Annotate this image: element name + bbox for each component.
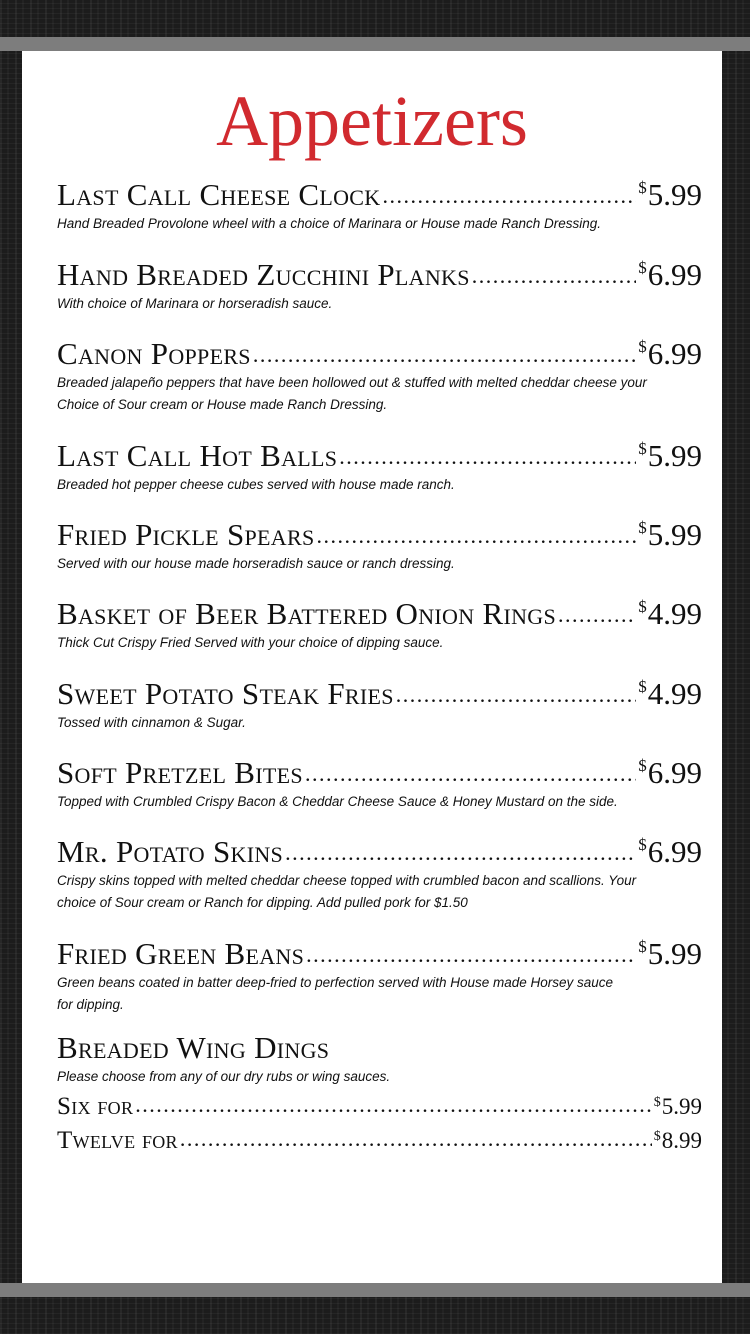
item-description: Served with our house made horseradish sauce or ranch dressing. <box>57 556 455 571</box>
item-description: Thick Cut Crispy Fried Served with your choice of dipping sauce. <box>57 635 444 650</box>
dot-leader <box>135 1092 651 1118</box>
item-description: Breaded jalapeño peppers that have been hollowed out & stuffed with melted cheddar cheese your Choice of Sour cream or House made Ranch Dressing. <box>57 375 647 412</box>
item-name: Last Call Cheese Clock <box>57 177 381 212</box>
item-description: Please choose from any of our dry rubs or wing sauces. <box>57 1069 391 1084</box>
item-name: Sweet Potato Steak Fries <box>57 676 394 711</box>
menu-card <box>22 51 722 1283</box>
menu-item <box>57 171 702 235</box>
item-name: Fried Pickle Spears <box>57 517 315 552</box>
menu-item <box>57 749 702 813</box>
item-price: $4.99 <box>638 596 702 631</box>
dot-leader <box>382 183 636 209</box>
item-description: Tossed with cinnamon & Sugar. <box>57 715 246 730</box>
item-price: $6.99 <box>638 755 702 790</box>
wing-option-six <box>57 1088 702 1122</box>
option-label: Twelve for <box>57 1127 178 1154</box>
item-name: Last Call Hot Balls <box>57 438 338 473</box>
menu-item <box>57 590 702 654</box>
item-name: Fried Green Beans <box>57 936 305 971</box>
top-frame-bar <box>0 37 750 51</box>
item-price: $6.99 <box>638 257 702 292</box>
menu-item-wing-dings <box>57 1031 702 1156</box>
item-price: $4.99 <box>638 676 702 711</box>
dot-leader <box>339 444 636 470</box>
dot-leader <box>472 263 636 289</box>
menu-item <box>57 251 702 315</box>
dot-leader <box>306 942 636 968</box>
item-name: Mr. Potato Skins <box>57 834 284 869</box>
item-name: Canon Poppers <box>57 336 251 371</box>
page-title: Appetizers <box>216 81 528 161</box>
option-label: Six for <box>57 1093 134 1120</box>
menu-item <box>57 930 702 1016</box>
item-price: $6.99 <box>638 834 702 869</box>
item-price: $5.99 <box>638 936 702 971</box>
dot-leader <box>253 342 636 368</box>
item-description: Crispy skins topped with melted cheddar cheese topped with crumbled bacon and scallions. Your choice of Sour cream or Ranch for dipping. Add pulled pork for $1.50 <box>57 873 637 910</box>
item-name: Breaded Wing Dings <box>57 1030 330 1065</box>
dot-leader <box>285 840 636 866</box>
menu-item <box>57 828 702 914</box>
dot-leader <box>305 761 636 787</box>
dot-leader <box>558 602 636 628</box>
menu-item <box>57 511 702 575</box>
item-name: Hand Breaded Zucchini Planks <box>57 257 470 292</box>
item-price: $6.99 <box>638 336 702 371</box>
item-price: $5.99 <box>638 438 702 473</box>
wing-option-twelve <box>57 1122 702 1156</box>
dot-leader <box>316 523 636 549</box>
menu-item <box>57 432 702 496</box>
item-price: $5.99 <box>638 177 702 212</box>
item-description: Topped with Crumbled Crispy Bacon & Cheddar Cheese Sauce & Honey Mustard on the side. <box>57 794 618 809</box>
item-description: Hand Breaded Provolone wheel with a choice of Marinara or House made Ranch Dressing. <box>57 216 602 231</box>
dot-leader <box>180 1126 652 1152</box>
menu-item <box>57 330 702 416</box>
menu-item <box>57 670 702 734</box>
option-price: $5.99 <box>653 1094 702 1119</box>
dot-leader <box>396 682 636 708</box>
item-description: Green beans coated in batter deep-fried to perfection served with House made Horsey sauce for dipping. <box>57 975 614 1012</box>
item-price: $5.99 <box>638 517 702 552</box>
option-price: $8.99 <box>653 1128 702 1153</box>
item-description: Breaded hot pepper cheese cubes served with house made ranch. <box>57 477 455 492</box>
item-name: Basket of Beer Battered Onion Rings <box>57 596 556 631</box>
item-description: With choice of Marinara or horseradish sauce. <box>57 296 333 311</box>
item-name: Soft Pretzel Bites <box>57 755 303 790</box>
bottom-frame-bar <box>0 1283 750 1297</box>
